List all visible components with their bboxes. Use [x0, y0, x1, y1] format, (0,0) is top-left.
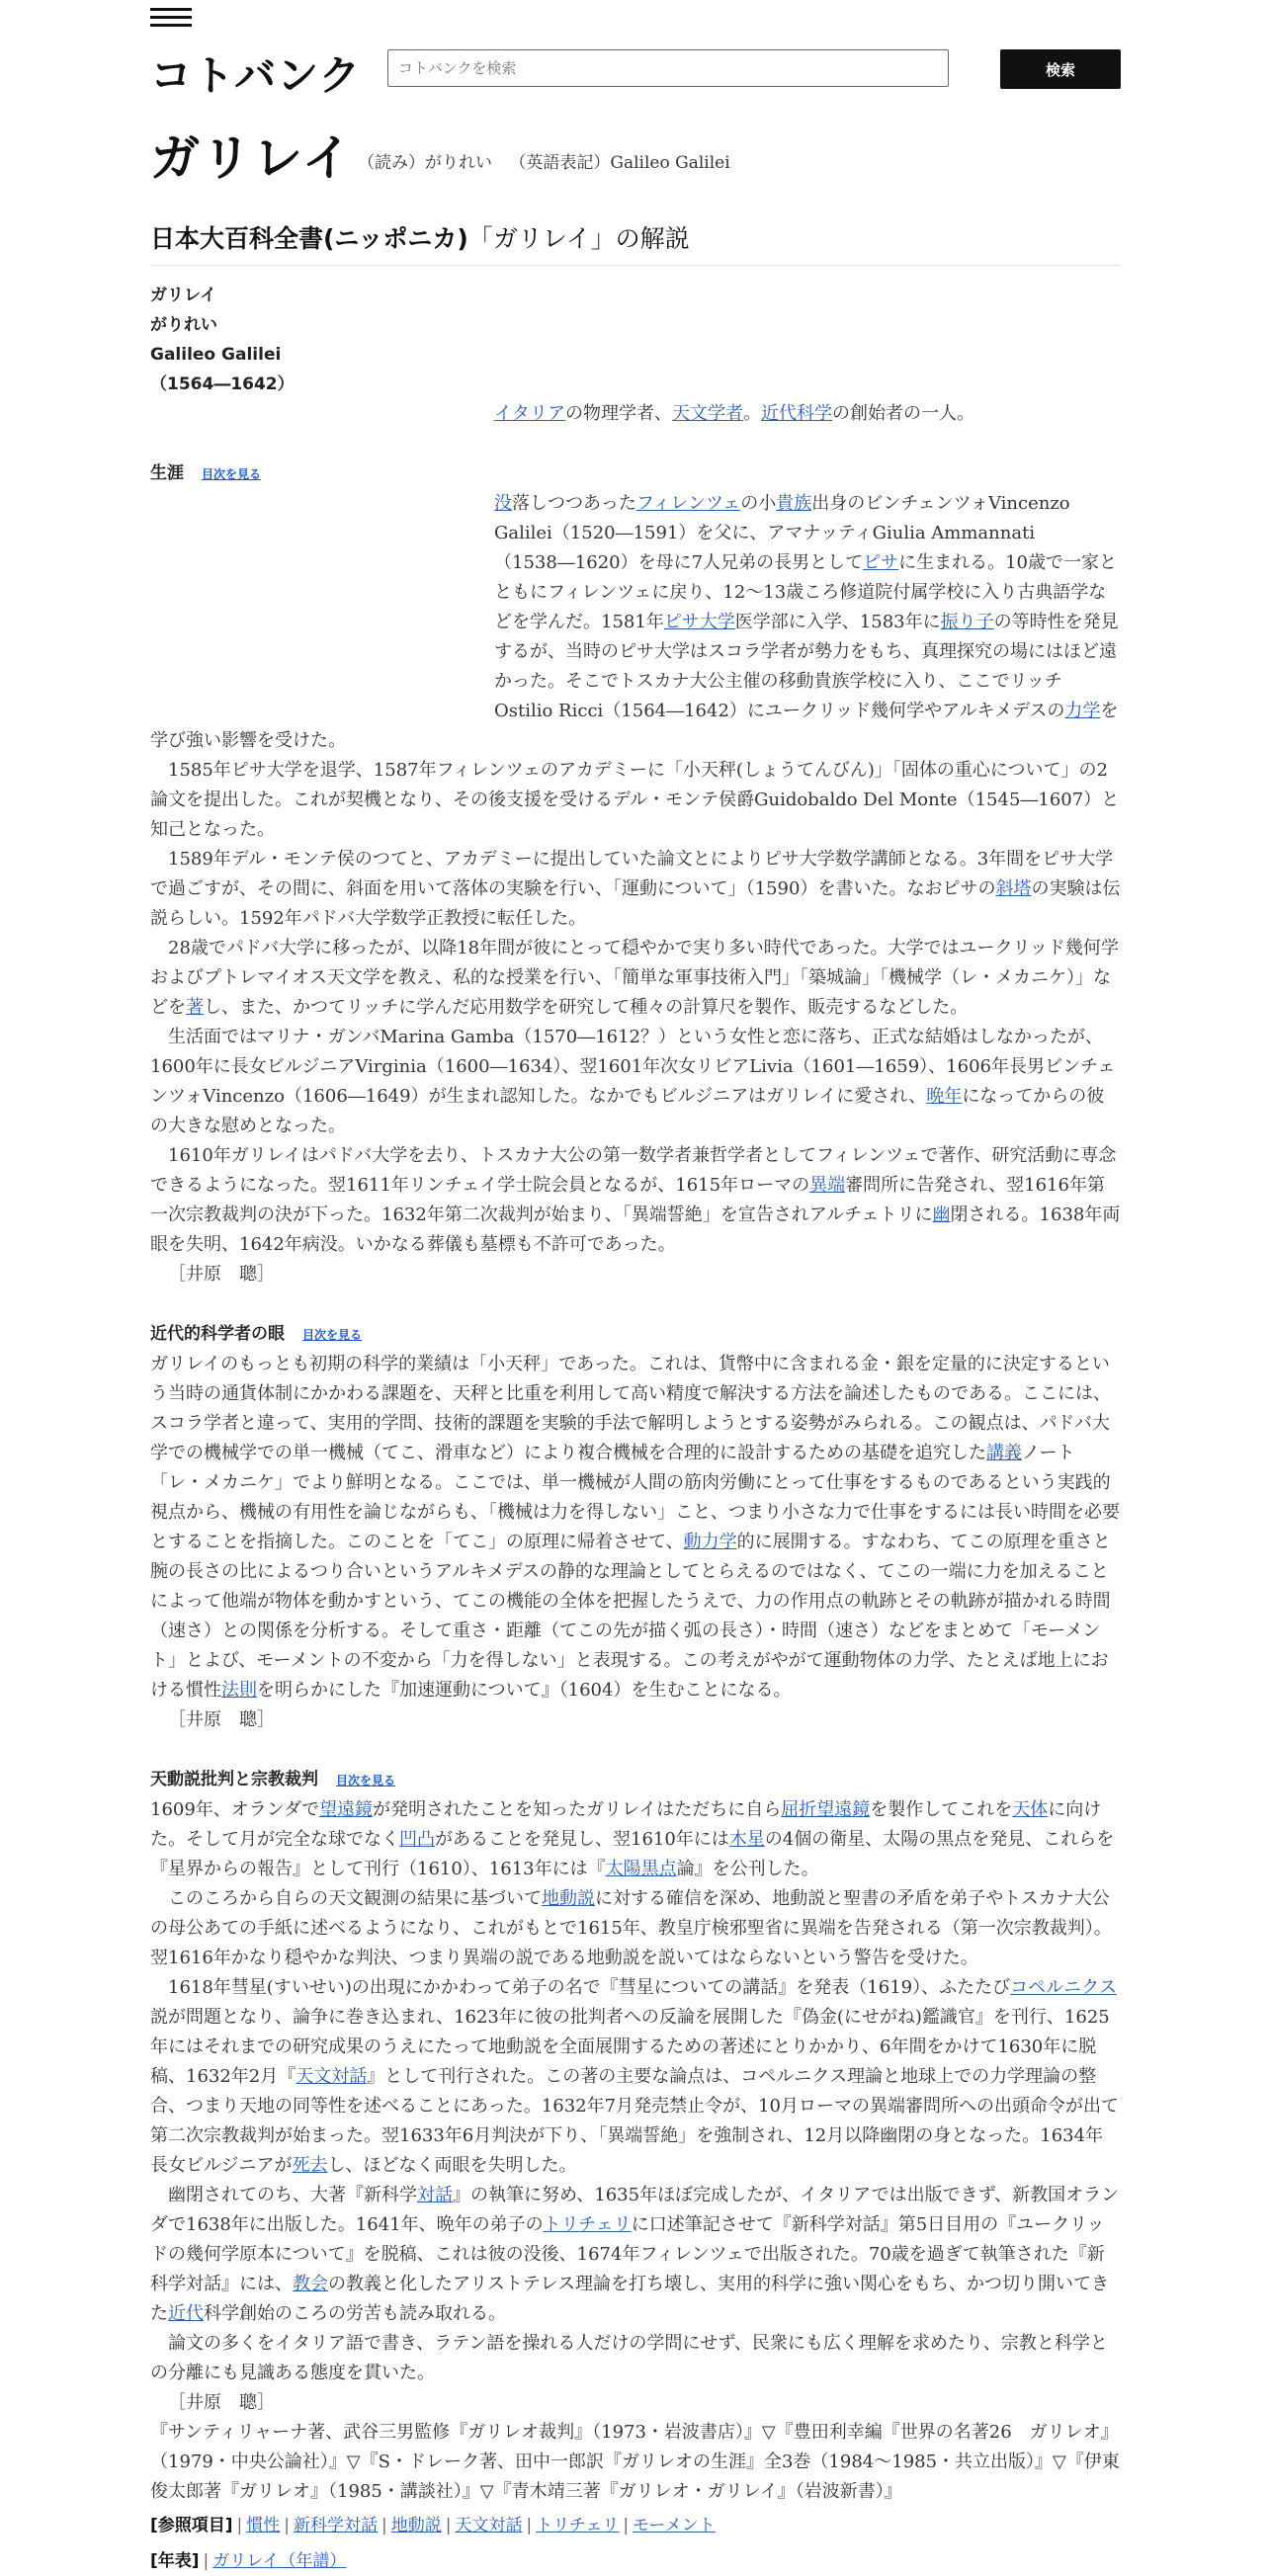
paragraph — [150, 1795, 1121, 1884]
toc-link[interactable]: 目次を見る — [302, 1328, 363, 1342]
paragraph: 1585年ピサ大学を退学、1587年フィレンツェのアカデミーに「小天秤(しょうてんびん)」「固体の重心について」の2論文を提出した。これが契機となり、その後支援を受けるデル・モンテ侯爵Guidobaldo Del Monte（1545―1607）と知己となった。 — [150, 760, 1120, 840]
reference-link[interactable]: モーメント — [633, 2516, 716, 2535]
paragraph — [150, 2181, 1121, 2329]
text-run: の実験は伝説らしい。1592年パドバ大学数学正教授に転任した。 — [150, 878, 1121, 929]
chronology-links: [年表] | ガリレイ（年譜） — [150, 2551, 347, 2571]
section-heading-trial: 天動説批判と宗教裁判 目次を見る — [150, 1770, 396, 1789]
chronology-label: [年表] — [150, 2551, 200, 2571]
term-link[interactable]: 晩年 — [926, 1086, 963, 1107]
term-link[interactable]: 動力学 — [683, 1532, 737, 1552]
term-link[interactable]: 死去 — [292, 2155, 328, 2176]
reference-link[interactable]: 新科学対話 — [294, 2516, 379, 2535]
text-run: 1609年、オランダで — [150, 1799, 320, 1820]
text-run: に生まれる。10歳で一家とともにフィレンツェに戻り、12～13歳ころ修道院付属学校に入り古典語学などを学んだ。1581年 — [494, 552, 1117, 632]
term-link[interactable]: トリチェリ — [543, 2214, 632, 2235]
paragraph — [150, 1973, 1121, 2181]
term-link[interactable]: 対話 — [417, 2185, 453, 2205]
term-link[interactable]: 法則 — [221, 1680, 257, 1701]
toc-link[interactable]: 目次を見る — [336, 1774, 396, 1787]
section-heading-science: 近代的科学者の眼 目次を見る — [150, 1324, 363, 1344]
term-link[interactable]: 振り子 — [940, 612, 994, 632]
bibliography: 『サンティリャーナ著、武谷三男監修『ガリレオ裁判』（1973・岩波書店）』▽『豊田利幸編『世界の名著26 ガリレオ』（1979・中央公論社）』▽『S・ドレーク著、田中一郎訳『ガリレオの生涯』全3巻（1984～1985・共立出版）』▽『伊東俊太郎著『ガリレオ』（1985・講談社）』▽『青木靖三著『ガリレオ・ガリレイ』（岩波新書）』 — [150, 2422, 1120, 2502]
text-run: 科学創始のころの労苦も読み取れる。 — [204, 2303, 506, 2324]
term-link[interactable]: フィレンツェ — [635, 493, 741, 514]
text-run: 論』を公刊した。 — [676, 1859, 819, 1879]
text-run: が発明されたことを知ったガリレイはただちに自ら — [373, 1799, 782, 1820]
text-run: ノート「レ・メカニケ」でより鮮明となる。ここでは、単一機械が人間の筋肉労働にとって仕事をするものであるという実践的視点から、機械の有用性を論じながらも、「機械は力を得しない」こと、つまり小さな力で仕事をするには長い時間を必要とすることを指摘した。このことを「てこ」の原理に帰着させて、 — [150, 1443, 1120, 1552]
term-link[interactable]: 近代科学 — [761, 403, 832, 424]
hamburger-menu-icon[interactable] — [150, 8, 192, 30]
text-run: 的に展開する。すなわち、てこの原理を重さと腕の長さの比によるつり合いというアルキメデスの静的な理論としてとらえるのではなく、てこの一端に力を加えることによって他端が物体を動かすという、てこの機能の全体を把握したうえで、力の作用点の軌跡とその軌跡が描かれる時間（速さ）との関係を分析する。そして重さ・距離（てこの先が描く弧の長さ）・時間（速さ）などをまとめて「モーメント」とよび、モーメントの不変から「力を得しない」と表現する。この考えがやがて運動物体の力学、たとえば地上における慣性 — [150, 1532, 1111, 1701]
text-run: 医学部に入学、1583年に — [734, 612, 941, 632]
reference-link[interactable]: 地動説 — [390, 2516, 442, 2535]
text-run: 』の執筆に努め、1635年ほぼ完成したが、イタリアでは出版できず、新教国オランダで1638年に出版した。1641年、晩年の弟子の — [150, 2185, 1120, 2235]
term-link[interactable]: 斜塔 — [995, 878, 1032, 899]
term-link[interactable]: 地動説 — [542, 1888, 595, 1909]
term-link[interactable]: 幽 — [932, 1205, 951, 1225]
page-title: ガリレイ — [150, 129, 354, 187]
text-run: があることを発見し、翌1610年には — [435, 1829, 729, 1850]
text-run: の4個の衛星、太陽の黒点を発見、これらを『星界からの報告』として刊行（1610）、1613年には『 — [150, 1829, 1115, 1879]
source-title — [150, 219, 690, 255]
text-run: 1610年ガリレイはパドバ大学を去り、トスカナ大公の第一数学者兼哲学者としてフィレンツェで著作、研究活動に専念できるようになった。翌1611年リンチェイ学士院会員となるが、1615年ローマの — [150, 1145, 1117, 1196]
text-run: の教義と化したアリストテレス理論を打ち壊し、実用的科学に強い関心をもち、かつ切り開いてきた — [150, 2274, 1110, 2324]
section-heading-life: 生涯 目次を見る — [150, 463, 262, 483]
term-link[interactable]: ピサ — [863, 552, 899, 573]
term-link[interactable]: ピサ大学 — [663, 612, 735, 632]
entry-header-block — [150, 281, 295, 399]
divider — [150, 265, 1121, 266]
term-link[interactable]: 天文学者 — [672, 403, 743, 424]
term-link[interactable]: 凹凸 — [399, 1829, 435, 1850]
term-link[interactable]: 近代 — [168, 2303, 204, 2324]
reference-links: [参照項目] | 慣性 | 新科学対話 | 地動説 | 天文対話 | トリチェリ | モーメント — [150, 2516, 716, 2535]
term-link[interactable]: 屈折望遠鏡 — [781, 1799, 871, 1820]
text-run: 幽閉されてのち、大著『新科学 — [168, 2185, 417, 2205]
reference-link[interactable]: トリチェリ — [536, 2516, 620, 2535]
text-run: 28歳でパドバ大学に移ったが、以降18年間が彼にとって穏やかで実り多い時代であった。大学ではユークリッド幾何学およびプトレマイオス天文学を教え、私的な授業を行い、「簡単な軍事技術入門」「築城論」「機械学（レ・メカニケ）」などを — [150, 938, 1119, 1018]
paragraph: 論文の多くをイタリア語で書き、ラテン語を操れる人だけの学問にせず、民衆にも広く理解を求めたり、宗教と科学との分離にも見識ある態度を貫いた。 — [150, 2333, 1108, 2383]
source-suffix: 「ガリレイ」の解説 — [467, 224, 690, 253]
text-run: に口述筆記させて『新科学対話』第5日目用の『ユークリッドの幾何学原本について』を脱稿、これは彼の没後、1674年フィレンツェで出版された。70歳を過ぎて執筆された『新科学対話』には、 — [150, 2214, 1105, 2294]
search-button[interactable]: 検索 — [1000, 49, 1121, 89]
text-run: このころから自らの天文観測の結果に基づいて — [168, 1888, 542, 1909]
text-run: に対する確信を深め、地動説と聖書の矛盾を弟子やトスカナ大公の母公あての手紙に述べるようになり、これがもとで1615年、教皇庁検邪聖省に異端を告発される（第一次宗教裁判）。翌1616年かなり穏やかな判決、つまり異端の説である地動説を説いてはならないという警告を受けた。 — [150, 1888, 1112, 1968]
term-link[interactable]: コペルニクス — [1010, 1977, 1117, 1998]
text-run: 1589年デル・モンテ侯のつてと、アカデミーに提出していた論文とによりピサ大学数学講師となる。3年間をピサ大学で過ごすが、その間に、斜面を用いて落体の実験を行い、「運動について」（1590）を書いた。なおピサの — [150, 849, 1114, 899]
text-run: を製作してこれを — [870, 1799, 1013, 1820]
text-run: 1618年彗星(すいせい)の出現にかかわって弟子の名で『彗星についての講話』を発表（1619）、ふたたび — [168, 1977, 1011, 1998]
text-run: ガリレイのもっとも初期の科学的業績は「小天秤」であった。これは、貨幣中に含まれる金・銀を定量的に決定するという当時の通貨体制にかかわる課題を、天秤と比重を利用して高い精度で解決する方法を論述したものである。ここには、スコラ学者と違って、実用的学問、技術的課題を実験的手法で解明しようとする姿勢がみられる。この観点は、パドバ大学での機械学での単一機械（てこ、滑車など）により複合機械を合理的に設計するための基礎を追究した — [150, 1354, 1111, 1463]
term-link[interactable]: 天文対話 — [296, 2066, 368, 2087]
term-link[interactable]: 教会 — [293, 2274, 328, 2294]
reading-text: （読み）がりれい — [358, 153, 492, 173]
reference-link[interactable]: 慣性 — [246, 2516, 281, 2535]
head-line: がりれい — [150, 315, 217, 335]
term-link[interactable]: 天体 — [1012, 1799, 1049, 1820]
term-link[interactable]: イタリア — [494, 403, 565, 424]
reference-link[interactable]: 天文対話 — [455, 2516, 523, 2535]
text-run: 』として刊行された。この著の主要な論点は、コペルニクス理論と地球上での力学理論の整合、つまり天地の同等性を述べることにあった。1632年7月発売禁止令が、10月ローマの異端審問所への出頭命令が出て第二次宗教裁判が始まった。翌1633年6月判決が下り、「異端誓絶」を強制され、12月以降幽閉の身となった。1634年長女ビルジニアが — [150, 2066, 1119, 2176]
text-run: の等時性を発見するが、当時のピサ大学はスコラ学者が勢力をもち、真理探究の場にはほど遠かった。そこでトスカナ大公主催の移動貴族学校に入り、ここでリッチOstilio Ricci（1564―1642）にユークリッド幾何学やアルキメデスの — [494, 612, 1119, 721]
author-credit: ［井原 聰］ — [168, 1264, 275, 1285]
text-run: に向けた。そして月が完全な球でなく — [150, 1799, 1102, 1850]
intro-paragraph: イタリアの物理学者、天文学者。近代科学の創始者の一人。 — [494, 403, 974, 424]
english-notation: （英語表記）Galileo Galilei — [509, 153, 730, 173]
text-run: し、また、かつてリッチに学んだ応用数学を研究して種々の計算尺を製作、販売するなどした。 — [204, 997, 969, 1018]
text-run: し、ほどなく両眼を失明した。 — [327, 2155, 577, 2176]
text-run: 審問所に告発され、翌1616年第一次宗教裁判の決が下った。1632年第二次裁判が始まり、「異端誓絶」を宣告されアルチェトリに — [150, 1175, 1105, 1225]
text-run: 落しつつあった — [512, 493, 636, 514]
head-line: （1564―1642） — [150, 374, 295, 394]
text-run: 出身のビンチェンツォVincenzo Galilei（1520―1591）を父に、アマナッティGiulia Ammannati（1538―1620）を母に7人兄弟の長男として — [494, 493, 1070, 573]
term-link[interactable]: 力学 — [1064, 701, 1101, 721]
paragraph — [150, 934, 1121, 1023]
term-link[interactable]: 貴族 — [776, 493, 812, 514]
term-link[interactable]: 著 — [186, 997, 204, 1018]
text-run: を明らかにした『加速運動について』（1604）を生むことになる。 — [257, 1680, 792, 1701]
term-link[interactable]: 望遠鏡 — [319, 1799, 374, 1820]
source-name: 日本大百科全書(ニッポニカ) — [150, 224, 468, 253]
text-run: 説が問題となり、論争に巻き込まれ、1623年に彼の批判者への反論を展開した『偽金(にせがね)鑑識官』を刊行、1625年にはそれまでの研究成果のうえにたって地動説を全面展開するための著述にとりかかり、6年間をかけて1630年に脱稿、1632年2月『 — [150, 2007, 1110, 2087]
term-link[interactable]: 木星 — [728, 1829, 765, 1850]
text-run: 閉される。1638年両眼を失明、1642年病没。いかなる葬儀も墓標も不許可であった。 — [150, 1205, 1121, 1255]
site-logo[interactable]: コトバンク — [150, 51, 362, 100]
term-link[interactable]: 異端 — [809, 1175, 846, 1196]
text-run: を学び強い影響を受けた。 — [150, 701, 1119, 751]
search-input[interactable] — [387, 49, 949, 87]
toc-link[interactable]: 目次を見る — [202, 467, 262, 481]
author-credit: ［井原 聰］ — [168, 1709, 275, 1730]
term-link[interactable]: 太陽黒点 — [605, 1859, 677, 1879]
text-run: の小 — [740, 493, 777, 514]
paragraph — [150, 1884, 1121, 1973]
paragraph — [150, 1141, 1121, 1260]
article-body — [150, 399, 1121, 2576]
paragraph — [150, 1350, 1121, 1705]
text-run: 生活面ではマリナ・ガンバMarina Gamba（1570―1612？）という女性と恋に落ち、正式な結婚はしなかったが、1600年に長女ビルジニアVirginia（1600―1634）、翌1601年次女リビアLivia（1601―1659）、1606年長男ビンチェンツォVincenzo（1606―1649）が生まれ認知した。なかでもビルジニアはガリレイに愛され、 — [150, 1027, 1116, 1107]
headword-readings — [358, 148, 742, 173]
term-link[interactable]: 没 — [494, 493, 512, 514]
head-line: Galileo Galilei — [150, 345, 282, 365]
chronology-link[interactable]: ガリレイ（年譜） — [212, 2551, 347, 2571]
reference-label: [参照項目] — [150, 2516, 233, 2535]
paragraph — [150, 845, 1121, 934]
author-credit: ［井原 聰］ — [168, 2392, 275, 2413]
term-link[interactable]: 講義 — [986, 1443, 1022, 1463]
text-run: になってからの彼の大きな慰めとなった。 — [150, 1086, 1105, 1136]
head-line: ガリレイ — [150, 286, 217, 305]
paragraph — [150, 1023, 1121, 1141]
